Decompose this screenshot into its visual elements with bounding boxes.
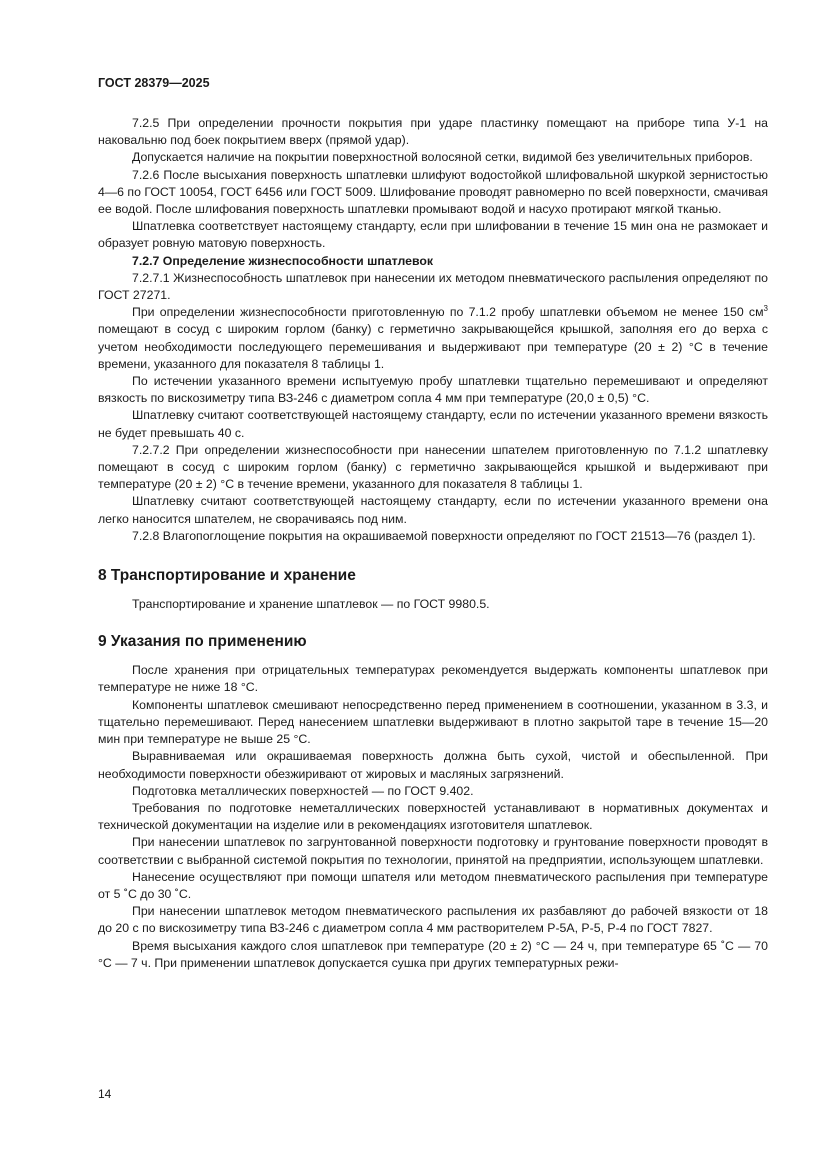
section-9-paragraph: Выравниваемая или окрашиваемая поверхность должна быть сухой, чистой и обеспыленной. При необходимости поверхности обезжиривают от жировых и масляных загрязнений.: [98, 749, 768, 781]
section-9-paragraph: Компоненты шпатлевок смешивают непосредственно перед применением в соотношении, указанном в 3.3, и тщательно перемешивают. Перед нанесением шпатлевки выдерживают в плотно закрытой таре в течение 15—20 мин при температуре не выше 25 °С.: [98, 697, 768, 747]
section-9-paragraph: После хранения при отрицательных температурах рекомендуется выдержать компоненты шпатлевок при температуре не ниже 18 °С.: [98, 663, 768, 695]
section-8-text: Транспортирование и хранение шпатлевок — по ГОСТ 9980.5.: [132, 597, 490, 612]
paragraph-spatula-result: Шпатлевку считают соответствующей настоящему стандарту, если по истечении указанного времени она легко наносится шпателем, не сворачиваясь под ним.: [98, 494, 768, 526]
subheading-7-2-7: 7.2.7 Определение жизнеспособности шпатлевок: [132, 253, 434, 268]
paragraph-7-2-6: 7.2.6 После высыхания поверхность шпатлевки шлифуют водостойкой шлифовальной шкуркой зернистостью 4—6 по ГОСТ 10054, ГОСТ 6456 или ГОСТ 5009. Шлифование проводят равномерно по всей поверхности, смачивая ее водой. После шлифования поверхность шпатлевки промывают водой и насухо протирают мягкой тканью.: [98, 167, 768, 217]
page-content: [98, 115, 768, 972]
paragraph-sample-volume: [98, 304, 768, 373]
paragraph-7-2-7-2: 7.2.7.2 При определении жизнеспособности при нанесении шпателем приготовленную по 7.1.2 шпатлевку помещают в сосуд с широким горлом (банку) с герметично закрывающейся крышкой и выдерживают при температуре (20 ± 2) °С в течение времени, указанного для показателя 8 таблицы 1.: [98, 442, 768, 492]
sample-volume-text-b: помещают в сосуд с широким горлом (банку) с герметично закрывающейся крышкой, заполняя его до верха с учетом необходимости последующего перемешивания и выдерживают при температуре (20 ± 2) °С в течение времени, указанного для показателя 8 таблицы 1.: [98, 322, 768, 371]
section-9-paragraph: Время высыхания каждого слоя шпатлевок при температуре (20 ± 2) °С — 24 ч, при температуре 65 ˚С — 70 °С — 7 ч. При применении шпатлевок допускается сушка при других температурных режи-: [98, 938, 768, 970]
document-header: ГОСТ 28379—2025: [98, 76, 210, 90]
paragraph-7-2-5: 7.2.5 При определении прочности покрытия при ударе пластинку помещают на приборе типа У-1 на наковальню под боек покрытием вверх (прямой удар).: [98, 116, 768, 148]
paragraph-sanding-result: Шпатлевка соответствует настоящему стандарту, если при шлифовании в течение 15 мин она не размокает и образует ровную матовую поверхность.: [98, 219, 768, 251]
section-9-paragraph: Нанесение осуществляют при помощи шпателя или методом пневматического распыления при температуре от 5 ˚С до 30 ˚С.: [98, 869, 768, 901]
paragraph-hairline-mesh: Допускается наличие на покрытии поверхностной волосяной сетки, видимой без увеличительных приборов.: [132, 150, 753, 165]
section-9-paragraph: Подготовка металлических поверхностей — по ГОСТ 9.402.: [132, 783, 474, 798]
paragraph-viscosity-limit: Шпатлевку считают соответствующей настоящему стандарту, если по истечении указанного времени вязкость не будет превышать 40 с.: [98, 408, 768, 440]
section-9-paragraph: При нанесении шпатлевок методом пневматического распыления их разбавляют до рабочей вязкости от 18 до 20 с по вискозиметру типа ВЗ-246 с диаметром сопла 4 мм растворителем Р-5А, Р-5, Р-4 по ГОСТ 7827.: [98, 904, 768, 936]
cubic-superscript: 3: [763, 304, 768, 314]
section-9-paragraph: При нанесении шпатлевок по загрунтованной поверхности подготовку и грунтование поверхности проводят в соответствии с выбранной системой покрытия по технологии, принятой на предприятии, использующем шпатлевки.: [98, 835, 768, 867]
paragraph-7-2-7-1: 7.2.7.1 Жизнеспособность шпатлевок при нанесении их методом пневматического распыления определяют по ГОСТ 27271.: [98, 270, 768, 303]
sample-volume-text-a: При определении жизнеспособности приготовленную по 7.1.2 пробу шпатлевки объемом не менее 150 см: [132, 305, 764, 320]
paragraph-7-2-8: 7.2.8 Влагопоглощение покрытия на окрашиваемой поверхности определяют по ГОСТ 21513—76 (раздел 1).: [132, 528, 756, 543]
section-9-paragraph: Требования по подготовке неметаллических поверхностей устанавливают в нормативных документах и технической документации на изделие или в рекомендациях изготовителя шпатлевок.: [98, 800, 768, 833]
section-8-title: 8 Транспортирование и хранение: [98, 567, 356, 585]
section-9-title: 9 Указания по применению: [98, 633, 307, 651]
paragraph-viscosity: По истечении указанного времени испытуемую пробу шпатлевки тщательно перемешивают и определяют вязкость по вискозиметру типа ВЗ-246 с диаметром сопла 4 мм при температуре (20,0 ± 0,5) °С.: [98, 374, 768, 406]
page-number: 14: [98, 1087, 112, 1101]
